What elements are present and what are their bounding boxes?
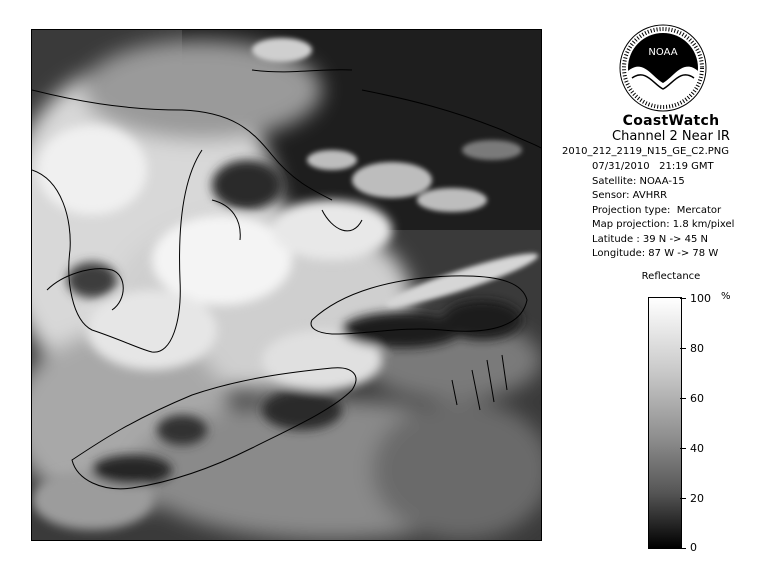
- cloud-imagery: [32, 30, 541, 540]
- colorbar-tick: [680, 498, 686, 499]
- colorbar-tick-label: 40: [690, 442, 704, 455]
- noaa-logo-icon: [618, 23, 708, 113]
- colorbar-tick: [680, 448, 686, 449]
- projection-type-text: Projection type: Mercator: [592, 204, 722, 216]
- channel-label: Channel 2 Near IR: [612, 129, 730, 144]
- datetime-text: 07/31/2010 21:19 GMT: [592, 161, 714, 172]
- colorbar-tick: [680, 348, 686, 349]
- colorbar-tick: [680, 548, 686, 549]
- colorbar-tick-label: 80: [690, 342, 704, 355]
- reflectance-colorbar: [648, 297, 682, 549]
- colorbar-tick: [680, 398, 686, 399]
- map-projection-text: Map projection: 1.8 km/pixel: [592, 219, 735, 230]
- product-title: CoastWatch: [622, 113, 720, 129]
- satellite-image: [31, 29, 542, 541]
- logo-text: NOAA: [648, 47, 678, 58]
- colorbar-tick: [680, 298, 686, 299]
- satellite-text: Satellite: NOAA-15: [592, 175, 685, 187]
- colorbar-tick-label: 60: [690, 392, 704, 405]
- latitude-text: Latitude : 39 N -> 45 N: [592, 233, 708, 245]
- file-name: 2010_212_2119_N15_GE_C2.PNG: [562, 146, 730, 157]
- colorbar-tick-label: 100: [690, 292, 711, 305]
- colorbar-label: Reflectance: [641, 271, 701, 282]
- longitude-text: Longitude: 87 W -> 78 W: [592, 248, 719, 259]
- colorbar-unit: %: [721, 291, 731, 302]
- colorbar-tick-label: 0: [690, 541, 697, 554]
- metadata-block: [592, 160, 782, 262]
- sensor-text: Sensor: AVHRR: [592, 190, 668, 201]
- colorbar-tick-label: 20: [690, 492, 704, 505]
